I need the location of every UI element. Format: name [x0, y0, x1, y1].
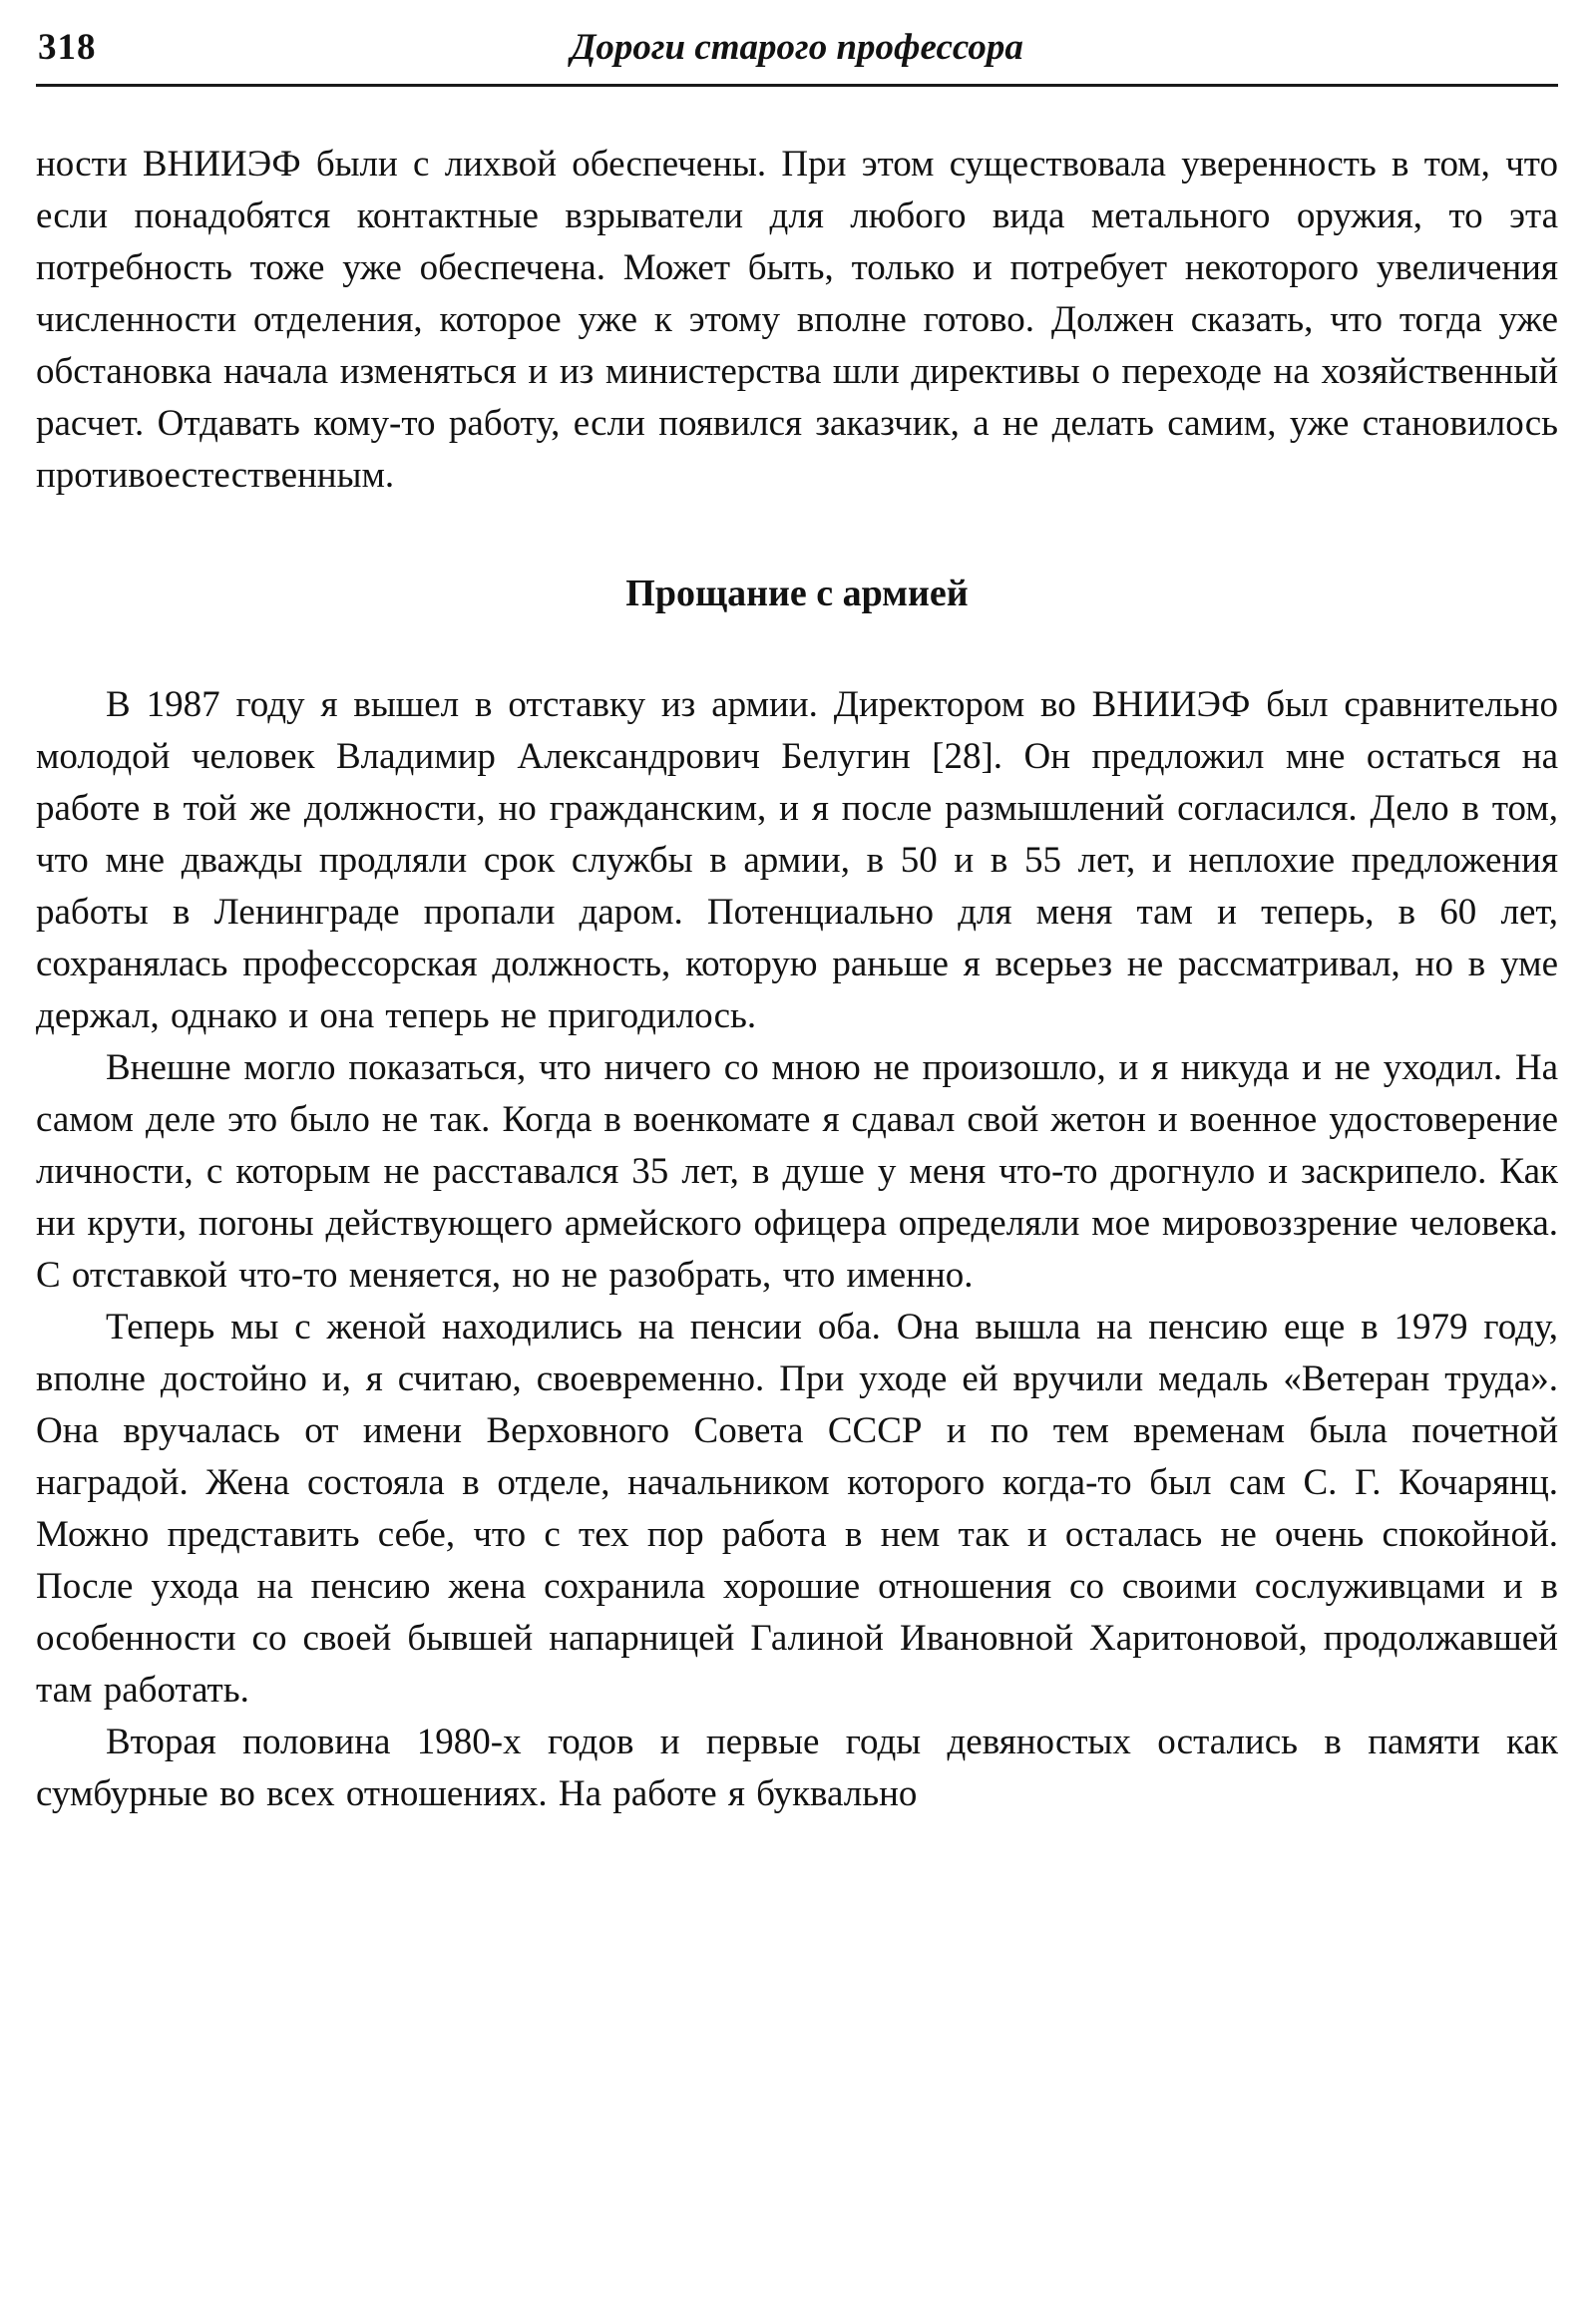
paragraph-3: Теперь мы с женой находились на пенсии оба. Она вышла на пенсию еще в 1979 году, вполне достойно и, я считаю, своевременно. При уходе ей вручили медаль «Ветеран труда». Она вручалась от имени Верховного Совета СССР и по тем временам была почетной наградой. Жена состояла в отделе, начальником которого когда-то был сам С. Г. Кочарянц. Можно представить себе, что с тех пор работа в нем так и осталась не очень спокойной. После ухода на пенсию жена сохранила хорошие отношения со своими сослуживцами и в особенности со своей бывшей напарницей Галиной Ивановной Харитоновой, продолжавшей там работать.	[36, 1307, 1558, 1711]
paragraph-1: В 1987 году я вышел в отставку из армии. Директором во ВНИИЭФ был сравнительно молодой человек Владимир Александрович Белугин [28]. Он предложил мне остаться на работе в той же должности, но гражданским, и я после размышлений согласился. Дело в том, что мне дважды продляли срок службы в армии, в 50 и в 55 лет, и неплохие предложения работы в Ленинграде пропали даром. Потенциально для меня там и теперь, в 60 лет, сохранялась профессорская должность, которую раньше я всерьез не рассматривал, но в уме держал, однако и она теперь не пригодилось.	[36, 684, 1558, 1036]
header-rule	[36, 84, 1558, 87]
paragraph-4: Вторая половина 1980-х годов и первые годы девяностых остались в памяти как сумбурные во всех отношениях. На работе я буквально	[36, 1722, 1558, 1814]
page-number: 318	[38, 27, 97, 68]
running-title: Дороги старого профессора	[571, 27, 1023, 68]
page-header	[36, 26, 1558, 76]
paragraph-2: Внешне могло показаться, что ничего со мною не произошло, и я никуда и не уходил. На самом деле это было не так. Когда в военкомате я сдавал свой жетон и военное удостоверение личности, с которым не расставался 35 лет, в душе у меня что-то дрогнуло и заскрипело. Как ни крути, погоны действующего армейского офицера определяли мое мировоззрение человека. С отставкой что-то меняется, но не разобрать, что именно.	[36, 1047, 1558, 1296]
section-heading: Прощание с армией	[625, 573, 969, 614]
page-body	[36, 139, 1558, 1820]
paragraph-continuation: ности ВНИИЭФ были с лихвой обеспечены. При этом существовала уверенность в том, что если понадобятся контактные взрыватели для любого вида метального оружия, то эта потребность тоже уже обеспечена. Может быть, только и потребует некоторого увеличения численности отделения, которое уже к этому вполне готово. Должен сказать, что тогда уже обстановка начала изменяться и из министерства шли директивы о переходе на хозяйственный расчет. Отдавать кому-то работу, если появился заказчик, а не делать самим, уже становилось противоестественным.	[36, 144, 1558, 496]
